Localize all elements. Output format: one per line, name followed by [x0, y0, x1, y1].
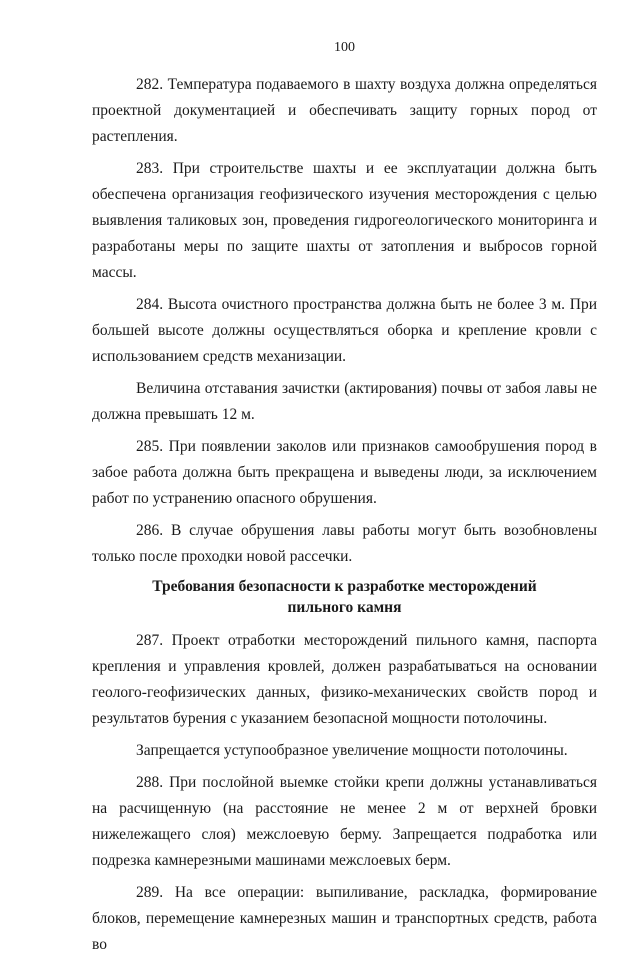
paragraph-284: 284. Высота очистного пространства должна быть не более 3 м. При большей высоте должны осуществляться оборка и крепление кровли с использованием средств механизации.	[92, 296, 597, 365]
section-heading-line-2: пильного камня	[287, 599, 402, 616]
paragraph-289: 289. На все операции: выпиливание, раскладка, формирование блоков, перемещение камнерезных машин и транспортных средств, работа во	[92, 884, 597, 953]
paragraph-286: 286. В случае обрушения лавы работы могут быть возобновлены только после проходки новой рассечки.	[92, 522, 597, 565]
section-heading-line-1: Требования безопасности к разработке месторождений	[152, 578, 537, 595]
paragraph-287-continuation: Запрещается уступообразное увеличение мощности потолочины.	[136, 742, 568, 759]
paragraph-282: 282. Температура подаваемого в шахту воздуха должна определяться проектной документацией и обеспечивать защиту горных пород от растепления.	[92, 76, 597, 145]
document-page	[92, 38, 597, 964]
paragraph-285: 285. При появлении заколов или признаков самообрушения пород в забое работа должна быть прекращена и выведены люди, за исключением работ по устранению опасного обрушения.	[92, 438, 597, 507]
paragraph-284-continuation: Величина отставания зачистки (актирования) почвы от забоя лавы не должна превышать 12 м.	[92, 380, 597, 423]
paragraph-283: 283. При строительстве шахты и ее эксплуатации должна быть обеспечена организация геофизического изучения месторождения с целью выявления таликовых зон, проведения гидрогеологического мониторинга и разработаны меры по защите шахты от затопления и выбросов горной массы.	[92, 160, 597, 281]
paragraph-288: 288. При послойной выемке стойки крепи должны устанавливаться на расчищенную (на расстояние не менее 2 м от верхней бровки нижележащего слоя) межслоевую берму. Запрещается подработка или подрезка камнерезными машинами межслоевых берм.	[92, 774, 597, 869]
section-heading	[92, 576, 597, 618]
paragraph-287: 287. Проект отработки месторождений пильного камня, паспорта крепления и управления кровлей, должен разрабатываться на основании геолого-геофизических данных, физико-механических свойств пород и результатов бурения с указанием безопасной мощности потолочины.	[92, 632, 597, 727]
page-number: 100	[334, 40, 355, 55]
